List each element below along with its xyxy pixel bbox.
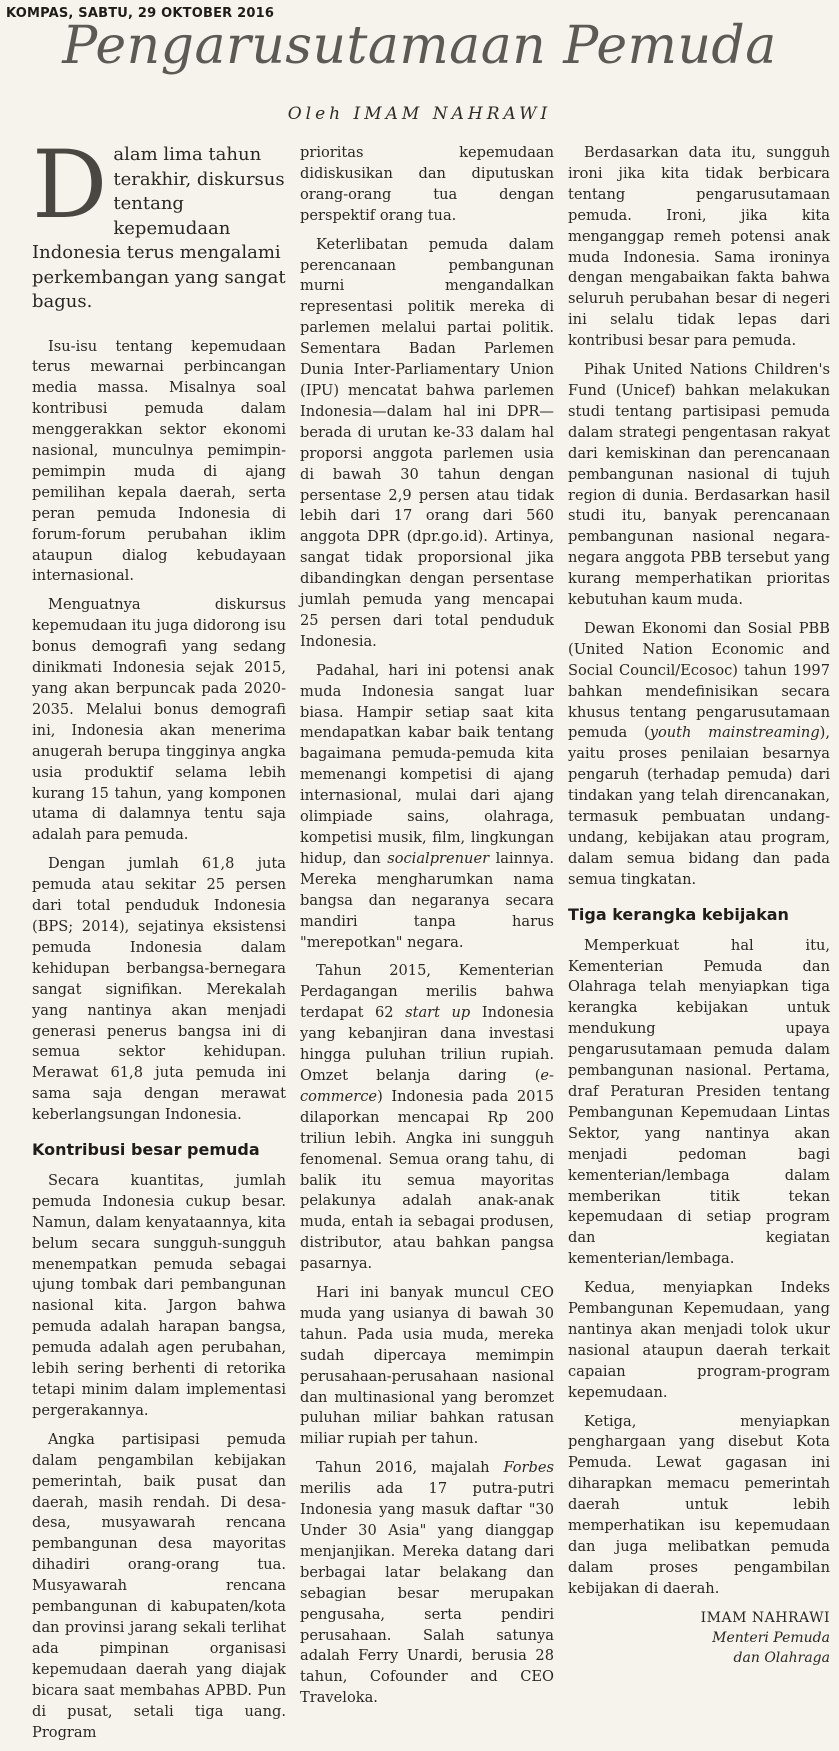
paragraph: Ketiga, menyiapkan penghargaan yang disebut Kota Pemuda. Lewat gagasan ini diharapkan memacu pemerintah daerah untuk lebih memperhatikan isu kepemudaan dan juga melibatkan pemuda dalam proses pengambilan kebijakan di daerah. (568, 1412, 830, 1597)
column-2 (300, 143, 554, 1717)
paragraph: prioritas kepemudaan didiskusikan dan diputuskan orang-orang tua dengan perspektif orang tua. (300, 144, 554, 224)
italic-term: youth mainstreaming (649, 724, 820, 742)
paragraph: Berdasarkan data itu, sungguh ironi jika kita tidak berbicara tentang pengarusutamaan pemuda. Ironi, jika kita menganggap remeh potensi anak muda Indonesia. Sama ironinya dengan mengabaikan fakta bahwa seluruh perubahan besar di negeri ini selalu tidak lepas dari kontribusi besar para pemuda. (568, 144, 830, 350)
text-run: Tahun 2015, Kementerian Perdagangan merilis bahwa terdapat 62 (300, 962, 554, 1022)
paragraph: Hari ini banyak muncul CEO muda yang usianya di bawah 30 tahun. Pada usia muda, mereka sudah dipercaya memimpin perusahaan-perusahaan nasional dan multinasional yang beromzet puluhan miliar bahkan ratusan miliar rupiah per tahun. (300, 1284, 554, 1448)
paragraph: Angka partisipasi pemuda dalam pengambilan kebijakan pemerintah, baik pusat dan daerah, masih rendah. Di desa-desa, musyawarah rencana pembangunan desa mayoritas dihadiri orang-orang tua. Musyawarah rencana pembangunan di kabupaten/kota dan provinsi jarang sekali terlihat ada pimpinan organisasi kepemudaan daerah yang diajak bicara saat membahas APBD. Pun di pusat, setali tiga uang. Program (32, 1430, 286, 1741)
paragraph: Secara kuantitas, jumlah pemuda Indonesia cukup besar. Namun, dalam kenyataannya, kita belum secara sungguh-sungguh menempatkan pemuda sebagai ujung tombak dari pembangunan nasional kita. Jargon bahwa pemuda adalah harapan bangsa, pemuda adalah agen perubahan, lebih sering berhenti di retorika tetapi minim dalam implementasi pergerakannya. (32, 1171, 286, 1419)
paragraph: Dengan jumlah 61,8 juta pemuda atau sekitar 25 persen dari total penduduk Indonesia (BPS; 2014), sejatinya eksistensi pemuda Indonesia dalam kehidupan berbangsa-bernegara sangat signifikan. Merekalah yang nantinya akan menjadi generasi penerus bangsa ini di semua sektor kehidupan. Merawat 61,8 juta pemuda ini sama saja dengan merawat keberlangsungan Indonesia. (32, 855, 286, 1124)
paragraph (300, 661, 554, 954)
text-run: Dewan Ekonomi dan Sosial PBB (United Nation Economic and Social Council/Ecosoc) tahun 1997 bahkan mendefinisikan secara khusus tentang pengarusutamaan pemuda ( (568, 619, 830, 742)
signature-role: Menteri Pemuda (712, 1629, 830, 1646)
text-run: Indonesia yang kebanjiran dana investasi hingga puluhan triliun rupiah. Omzet belanja daring ( (300, 1004, 555, 1084)
paragraph (568, 619, 830, 891)
paragraph: Menguatnya diskursus kepemudaan itu juga didorong isu bonus demografi yang sedang dinikmati Indonesia sejak 2015, yang akan berpuncak pada 2020-2035. Melalui bonus demografi ini, Indonesia akan menerima anugerah berupa tingginya angka usia produktif selama lebih kurang 15 tahun, yang komponen utama di dalamnya tentu saja adalah para pemuda. (32, 596, 286, 844)
lead-text: alam lima tahun terakhir, diskursus tentang kepemudaan Indonesia terus mengalami perkembangan yang sangat bagus. (32, 144, 286, 312)
paragraph (300, 961, 554, 1275)
byline: Oleh IMAM NAHRAWI (287, 104, 552, 124)
drop-cap: D (32, 131, 108, 240)
italic-term: socialprenuer (387, 849, 490, 867)
subheading: Kontribusi besar pemuda (32, 1140, 260, 1160)
column-3 (568, 143, 830, 1668)
text-run: ) Indonesia pada 2015 dilaporkan mencapai Rp 200 triliun lebih. Angka ini sungguh fenomenal. Semua orang tahu, di balik itu semua mayoritas pelakunya adalah anak-anak muda, entah ia sebagai produsen, distributor, atau bahkan pangsa pasarnya. (300, 1087, 554, 1273)
paragraph: Keterlibatan pemuda dalam perencanaan pembangunan murni mengandalkan representasi politik mereka di parlemen melalui partai politik. Sementara Badan Parlemen Dunia Inter-Parliamentary Union (IPU) mencatat bahwa parlemen Indonesia—dalam hal ini DPR—berada di urutan ke-33 dalam hal proporsi anggota parlemen usia di bawah 30 tahun dengan persentase 2,9 persen atau tidak lebih dari 17 orang dari 560 anggota DPR (dpr.go.id). Artinya, sangat tidak proporsional jika dibandingkan dengan persentase jumlah pemuda yang mencapai 25 persen dari total penduduk Indonesia. (300, 235, 554, 650)
italic-term: e-commerce (300, 1066, 554, 1105)
paragraph: Kedua, menyiapkan Indeks Pembangunan Kepemudaan, yang nantinya akan menjadi tolok ukur nasional ataupun daerah terkait capaian program-program kepemudaan. (568, 1279, 830, 1401)
italic-term: Forbes (503, 1459, 554, 1477)
signature-name: IMAM NAHRAWI (700, 1609, 830, 1626)
author-signature (568, 1608, 830, 1668)
paragraph: Isu-isu tentang kepemudaan terus mewarnai perbincangan media massa. Misalnya soal kontribusi pemuda dalam menggerakkan sektor ekonomi nasional, munculnya pemimpin-pemimpin muda di ajang pemilihan kepala daerah, serta peran pemuda Indonesia di forum-forum perubahan iklim ataupun dialog kebudayaan internasional. (32, 337, 286, 585)
article-title: Pengarusutamaan Pemuda (62, 16, 777, 76)
paragraph: Pihak United Nations Children's Fund (Unicef) bahkan melakukan studi tentang partisipasi pemuda dalam strategi pengentasan rakyat dari kemiskinan dan perencanaan pembangunan nasional di tujuh region di dunia. Berdasarkan hasil studi itu, banyak perencanaan pembangunan nasional negara-negara anggota PBB tersebut yang kurang memperhatikan prioritas kebutuhan kaum muda. (568, 361, 830, 609)
signature-role: dan Olahraga (733, 1649, 830, 1666)
lead-paragraph (32, 131, 286, 315)
italic-term: start up (405, 1004, 471, 1022)
text-run: lainnya. Mereka mengharumkan nama bangsa dan negaranya secara mandiri tanpa harus "merepotkan" negara. (300, 849, 554, 951)
masthead: KOMPAS, SABTU, 29 OKTOBER 2016 (6, 6, 275, 21)
paragraph (300, 1458, 554, 1709)
text-run: ), yaitu proses penilaian besarnya pengaruh (terhadap pemuda) dari tindakan yang telah direncanakan, termasuk pembuatan undang-undang, kebijakan atau program, dalam semua bidang dan pada semua tingkatan. (568, 724, 831, 888)
subheading: Tiga kerangka kebijakan (568, 904, 789, 924)
text-run: merilis ada 17 putra-putri Indonesia yang masuk daftar "30 Under 30 Asia" yang dianggap menjanjikan. Mereka datang dari berbagai latar belakang dan sebagian besar merupakan pengusaha, serta pendiri perusahaan. Salah satunya adalah Ferry Unardi, berusia 28 tahun, Cofounder and CEO Traveloka. (300, 1480, 554, 1707)
text-run: Padahal, hari ini potensi anak muda Indonesia sangat luar biasa. Hampir setiap saat kita mendapatkan kabar baik tentang bagaimana pemuda-pemuda kita memenangi kompetisi di ajang internasional, mulai dari ajang olimpiade sains, olahraga, kompetisi musik, film, lingkungan hidup, dan (300, 661, 554, 867)
text-run: Tahun 2016, majalah (316, 1459, 504, 1477)
paragraph: Memperkuat hal itu, Kementerian Pemuda dan Olahraga telah menyiapkan tiga kerangka kebijakan untuk mendukung upaya pengarusutamaan pemuda dalam pembangunan nasional. Pertama, draf Peraturan Presiden tentang Pembangunan Kepemudaan Lintas Sektor, yang nantinya akan menjadi pedoman bagi kementerian/lembaga dalam memberikan titik tekan kepemudaan di setiap program dan kegiatan kementerian/lembaga. (568, 936, 830, 1268)
column-1 (32, 131, 286, 1751)
